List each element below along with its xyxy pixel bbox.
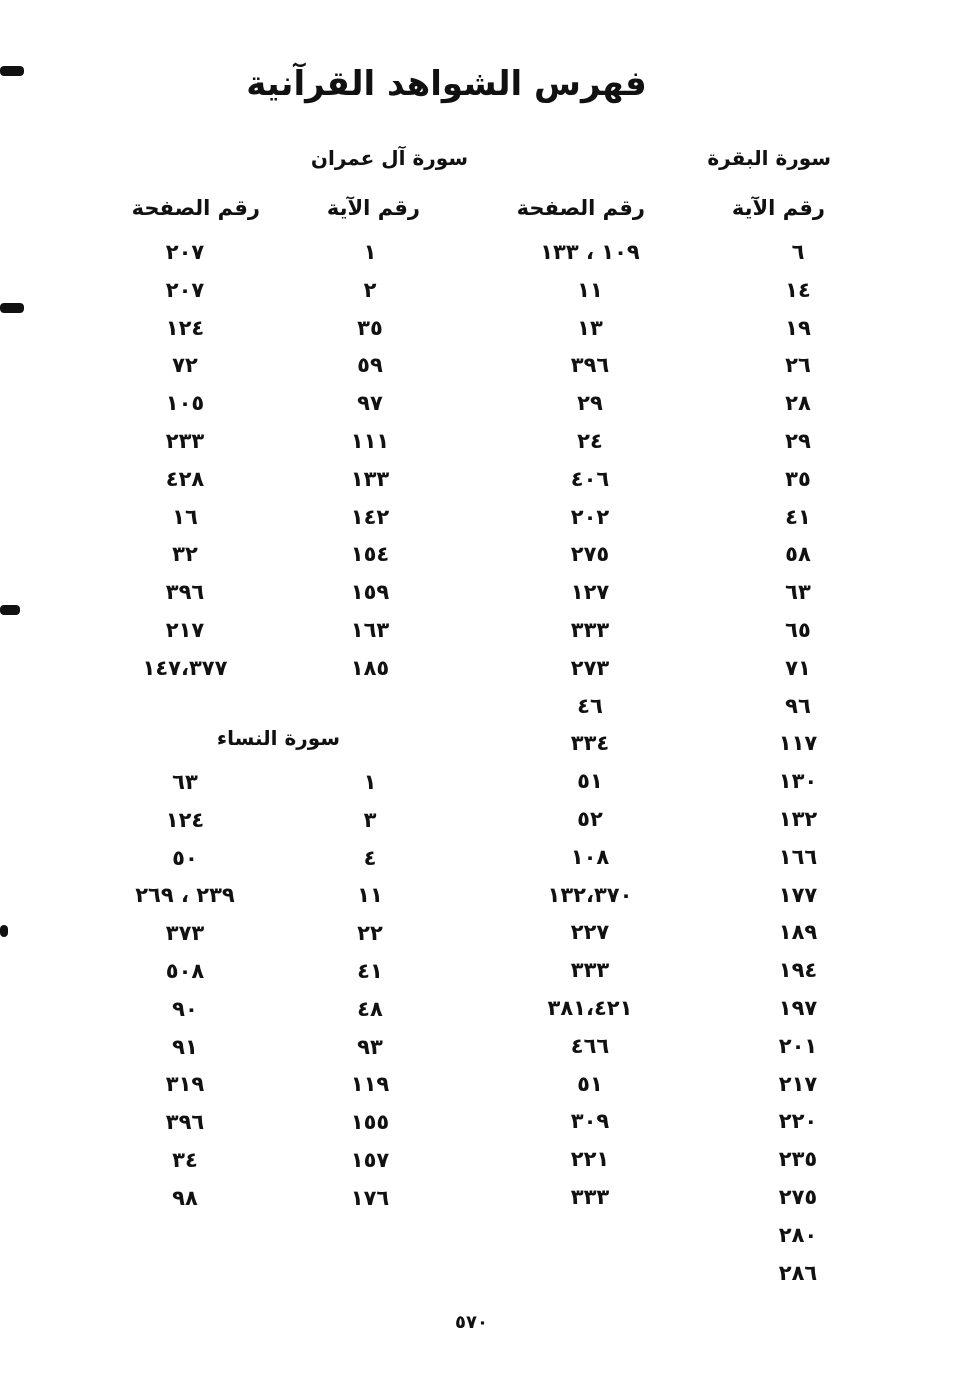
page-reference: ٢٣٣	[165, 429, 205, 453]
page-reference: ٤٦٦	[570, 1033, 610, 1058]
page-reference: ٣٤	[172, 1148, 198, 1172]
ayah-number-header: رقم الآية	[731, 196, 825, 220]
ayah-number: ٢٨	[785, 391, 811, 416]
page-number-header: رقم الصفحة	[516, 196, 645, 220]
ayah-number: ٥٩	[357, 353, 383, 378]
ayah-number: ٤١	[357, 959, 383, 983]
ayah-number: ٩٣	[357, 1034, 383, 1059]
ayah-number: ٢٢	[357, 921, 383, 946]
page-reference: ٣٧٣	[165, 921, 205, 946]
page-reference: ١٤٧،٣٧٧	[142, 655, 228, 680]
page-number-header: رقم الصفحة	[131, 196, 260, 220]
ayah-number: ١٤	[785, 277, 811, 302]
page-reference: ٣٢	[172, 542, 198, 567]
page-reference: ٥٢	[577, 807, 603, 831]
page-reference: ٧٢	[172, 353, 198, 378]
page-reference: ١٠٩ ، ١٣٣	[540, 240, 640, 264]
ayah-number: ١١١	[350, 429, 390, 453]
page-reference: ٢١٧	[165, 618, 205, 642]
page-title: فهرس الشواهد القرآنية	[246, 64, 647, 104]
page-reference: ٣٨١،٤٢١	[547, 996, 633, 1020]
page-reference: ٩٠	[172, 996, 198, 1021]
page-reference: ١٢٤	[165, 315, 205, 340]
ayah-number: ١١	[357, 883, 383, 908]
page-reference: ٤٠٦	[570, 466, 610, 491]
ayah-number: ١٨٥	[350, 655, 390, 680]
page-reference: ١٢٤	[165, 807, 205, 832]
ayah-number: ٤٨	[357, 996, 383, 1021]
ayah-number: ١٩٧	[778, 996, 818, 1020]
ayah-number: ٤	[363, 845, 377, 870]
page-reference: ٤٢٨	[165, 466, 205, 491]
ayah-number: ١٩	[785, 315, 811, 340]
imran-page-list	[110, 240, 260, 700]
ayah-number: ٢٠١	[778, 1033, 818, 1058]
ayah-number: ٢٢٠	[778, 1109, 818, 1134]
page-reference: ٢٠٢	[570, 504, 610, 529]
nisa-ayah-list	[320, 770, 420, 1230]
page-reference: ١٦	[172, 504, 198, 529]
page-reference: ١٠٥	[165, 391, 205, 416]
baqara-ayah-list	[748, 240, 848, 1300]
page-reference: ٥١	[577, 1071, 603, 1096]
ayah-number: ١٦٣	[350, 618, 390, 642]
ayah-number-header: رقم الآية	[326, 196, 420, 220]
ayah-number: ١٥٩	[350, 580, 390, 605]
margin-mark	[0, 303, 24, 313]
ayah-number: ٤١	[785, 504, 811, 529]
page-reference: ١٣	[577, 315, 603, 340]
margin-mark	[0, 605, 20, 615]
page-reference: ٣٣٣	[570, 618, 610, 642]
ayah-number: ٢٣٥	[778, 1147, 818, 1172]
ayah-number: ١٧٧	[778, 882, 818, 907]
ayah-number: ٢	[363, 277, 377, 302]
ayah-number: ١٣٢	[778, 807, 818, 831]
ayah-number: ٢٩	[785, 429, 811, 453]
page-reference: ٦٣	[172, 770, 198, 794]
page-reference: ٢٢٧	[570, 920, 610, 945]
ayah-number: ١٨٩	[778, 920, 818, 945]
ayah-number: ١	[363, 770, 377, 794]
nisa-page-list	[110, 770, 260, 1230]
ayah-number: ٢٨٠	[778, 1222, 818, 1247]
page-reference: ٣٩٦	[165, 1110, 205, 1135]
ayah-number: ٦٣	[785, 580, 811, 605]
page-reference: ١١	[577, 277, 603, 302]
margin-mark	[0, 925, 8, 937]
page-reference: ٣٣٣	[570, 958, 610, 983]
page-reference: ٣٩٦	[165, 580, 205, 605]
page-reference: ٢٣٩ ، ٢٦٩	[135, 883, 235, 908]
page-reference: ٢٤	[577, 429, 603, 453]
page-reference: ١٣٢،٣٧٠	[547, 882, 633, 907]
ayah-number: ١٧٦	[350, 1185, 390, 1210]
ayah-number: ١	[363, 240, 377, 264]
ayah-number: ٦	[791, 240, 805, 264]
ayah-number: ٢٧٥	[778, 1185, 818, 1209]
page-reference: ٣٠٩	[570, 1109, 610, 1134]
ayah-number: ١٦٦	[778, 844, 818, 869]
ayah-number: ١٩٤	[778, 958, 818, 983]
ayah-number: ١٥٤	[350, 542, 390, 567]
ayah-number: ٥٨	[785, 542, 811, 567]
ayah-number: ١٥٥	[350, 1110, 390, 1135]
page-reference: ٣٣٤	[570, 731, 610, 756]
ayah-number: ٦٥	[785, 618, 811, 642]
ayah-number: ١١٩	[350, 1072, 390, 1097]
ayah-number: ١٥٧	[350, 1148, 390, 1172]
imran-ayah-list	[320, 240, 420, 700]
ayah-number: ١٤٢	[350, 504, 390, 529]
page-reference: ٥٠٨	[165, 959, 205, 983]
ayah-number: ٣٥	[357, 315, 383, 340]
ayah-number: ٢٦	[785, 353, 811, 378]
ayah-number: ٧١	[785, 655, 811, 680]
ayah-number: ٣	[363, 807, 377, 832]
page-reference: ٢٠٧	[165, 277, 205, 302]
page-reference: ١٠٨	[570, 844, 610, 869]
surah-title-baqara: سورة البقرة	[707, 146, 831, 170]
page-reference: ٩٨	[172, 1185, 198, 1210]
surah-title-imran: سورة آل عمران	[310, 146, 468, 170]
page-reference: ١٢٧	[570, 580, 610, 605]
page-reference: ٢٧٣	[570, 655, 610, 680]
page-reference: ٩١	[172, 1034, 198, 1059]
page-reference: ٣١٩	[165, 1072, 205, 1097]
ayah-number: ٩٧	[357, 391, 383, 416]
ayah-number: ٢٨٦	[778, 1260, 818, 1285]
page-reference: ٢٧٥	[570, 542, 610, 567]
ayah-number: ١٣٣	[350, 466, 390, 491]
page-reference: ٣٩٦	[570, 353, 610, 378]
baqara-page-list	[525, 240, 655, 1300]
ayah-number: ٣٥	[785, 466, 811, 491]
surah-title-nisa: سورة النساء	[216, 726, 340, 750]
ayah-number: ١٣٠	[778, 769, 818, 794]
page-reference: ٢٢١	[570, 1147, 610, 1172]
page-reference: ٥١	[577, 769, 603, 794]
page-reference: ٥٠	[172, 845, 198, 870]
ayah-number: ١١٧	[778, 731, 818, 756]
ayah-number: ٢١٧	[778, 1071, 818, 1096]
page-number: ٥٧٠	[455, 1312, 488, 1333]
page-reference: ٢٩	[577, 391, 603, 416]
page-reference: ٢٠٧	[165, 240, 205, 264]
page-reference: ٤٦	[577, 693, 603, 718]
ayah-number: ٩٦	[785, 693, 811, 718]
page-reference: ٣٣٣	[570, 1185, 610, 1209]
